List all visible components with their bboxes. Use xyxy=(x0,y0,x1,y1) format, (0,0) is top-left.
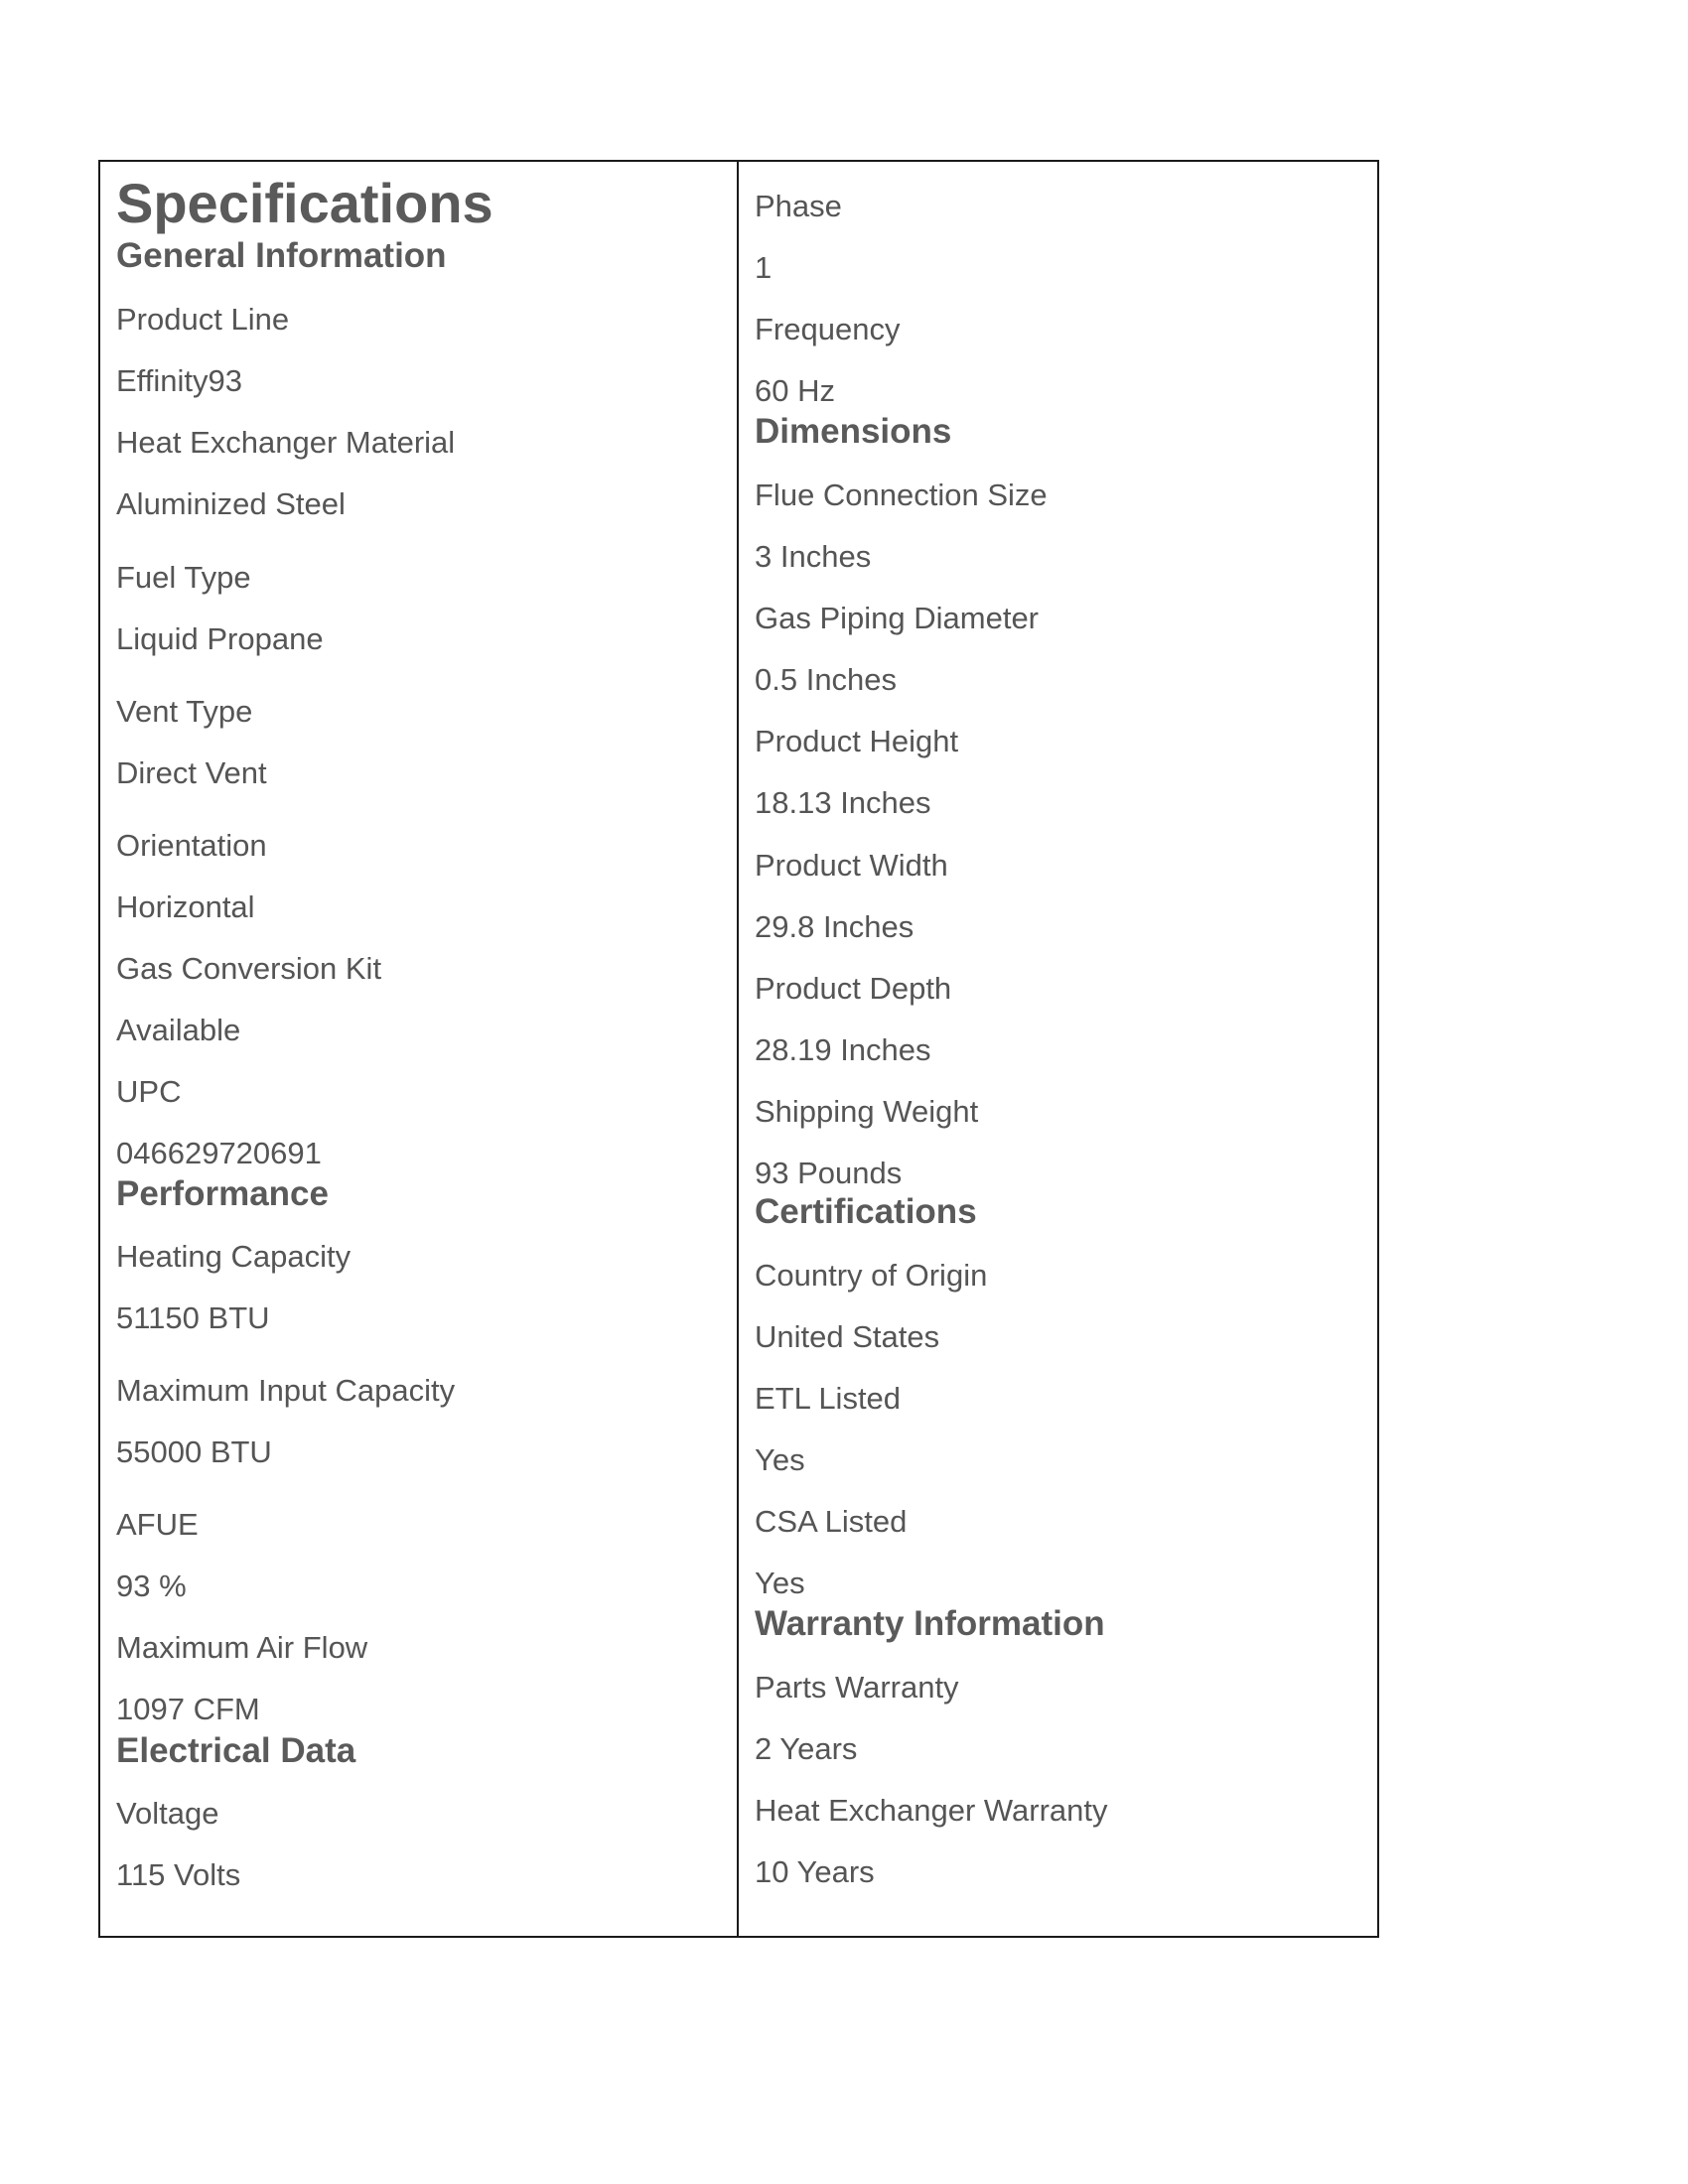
spec-value-upc: 046629720691 xyxy=(116,1136,322,1170)
spec-label-maximum-input-capacity: Maximum Input Capacity xyxy=(116,1373,456,1408)
section-heading-certifications: Certifications xyxy=(755,1192,977,1231)
spec-label-heat-exchanger-warranty: Heat Exchanger Warranty xyxy=(755,1793,1108,1828)
spec-value-product-width: 29.8 Inches xyxy=(755,909,914,944)
section-heading-warranty-information: Warranty Information xyxy=(755,1604,1105,1643)
spec-value-vent-type: Direct Vent xyxy=(116,755,267,790)
spec-value-voltage: 115 Volts xyxy=(116,1857,241,1892)
spec-label-shipping-weight: Shipping Weight xyxy=(755,1094,979,1129)
spec-label-fuel-type: Fuel Type xyxy=(116,560,251,595)
spec-label-frequency: Frequency xyxy=(755,312,901,346)
spec-value-product-height: 18.13 Inches xyxy=(755,785,931,820)
spec-value-gas-piping-diameter: 0.5 Inches xyxy=(755,662,898,697)
spec-value-gas-conversion-kit: Available xyxy=(116,1013,241,1047)
spec-value-product-depth: 28.19 Inches xyxy=(755,1032,931,1067)
spec-label-phase: Phase xyxy=(755,189,842,223)
spec-label-product-depth: Product Depth xyxy=(755,971,952,1006)
spec-value-maximum-air-flow: 1097 CFM xyxy=(116,1692,260,1726)
spec-label-gas-piping-diameter: Gas Piping Diameter xyxy=(755,601,1040,635)
spec-label-product-height: Product Height xyxy=(755,724,959,758)
spec-label-product-line: Product Line xyxy=(116,302,290,337)
specifications-table xyxy=(98,160,1379,1938)
spec-label-heating-capacity: Heating Capacity xyxy=(116,1239,352,1274)
spec-label-gas-conversion-kit: Gas Conversion Kit xyxy=(116,951,382,986)
spec-value-parts-warranty: 2 Years xyxy=(755,1731,858,1766)
spec-value-heat-exchanger-material: Aluminized Steel xyxy=(116,486,346,521)
spec-label-upc: UPC xyxy=(116,1074,182,1109)
spec-value-phase: 1 xyxy=(755,250,773,285)
spec-value-flue-connection-size: 3 Inches xyxy=(755,539,872,574)
spec-label-etl-listed: ETL Listed xyxy=(755,1381,902,1416)
section-heading-general-information: General Information xyxy=(116,236,447,275)
spec-label-parts-warranty: Parts Warranty xyxy=(755,1670,959,1705)
section-heading-performance: Performance xyxy=(116,1174,329,1213)
spec-value-orientation: Horizontal xyxy=(116,889,255,924)
spec-label-vent-type: Vent Type xyxy=(116,694,253,729)
spec-label-afue: AFUE xyxy=(116,1507,199,1542)
spec-value-shipping-weight: 93 Pounds xyxy=(755,1156,903,1190)
spec-value-country-of-origin: United States xyxy=(755,1319,940,1354)
spec-label-product-width: Product Width xyxy=(755,848,948,883)
spec-label-csa-listed: CSA Listed xyxy=(755,1504,908,1539)
section-heading-dimensions: Dimensions xyxy=(755,412,952,451)
spec-label-maximum-air-flow: Maximum Air Flow xyxy=(116,1630,368,1665)
spec-value-heat-exchanger-warranty: 10 Years xyxy=(755,1854,875,1889)
spec-label-heat-exchanger-material: Heat Exchanger Material xyxy=(116,425,456,460)
spec-label-flue-connection-size: Flue Connection Size xyxy=(755,478,1048,512)
spec-value-fuel-type: Liquid Propane xyxy=(116,621,324,656)
spec-value-frequency: 60 Hz xyxy=(755,373,835,408)
page-title: Specifications xyxy=(116,172,493,234)
spec-label-voltage: Voltage xyxy=(116,1796,219,1831)
spec-value-afue: 93 % xyxy=(116,1569,187,1603)
column-divider xyxy=(737,162,739,1936)
spec-value-maximum-input-capacity: 55000 BTU xyxy=(116,1434,272,1469)
spec-value-product-line: Effinity93 xyxy=(116,363,242,398)
section-heading-electrical-data: Electrical Data xyxy=(116,1731,356,1770)
spec-value-etl-listed: Yes xyxy=(755,1442,805,1477)
spec-label-country-of-origin: Country of Origin xyxy=(755,1258,988,1293)
spec-value-heating-capacity: 51150 BTU xyxy=(116,1300,270,1335)
spec-value-csa-listed: Yes xyxy=(755,1566,805,1600)
spec-label-orientation: Orientation xyxy=(116,828,267,863)
